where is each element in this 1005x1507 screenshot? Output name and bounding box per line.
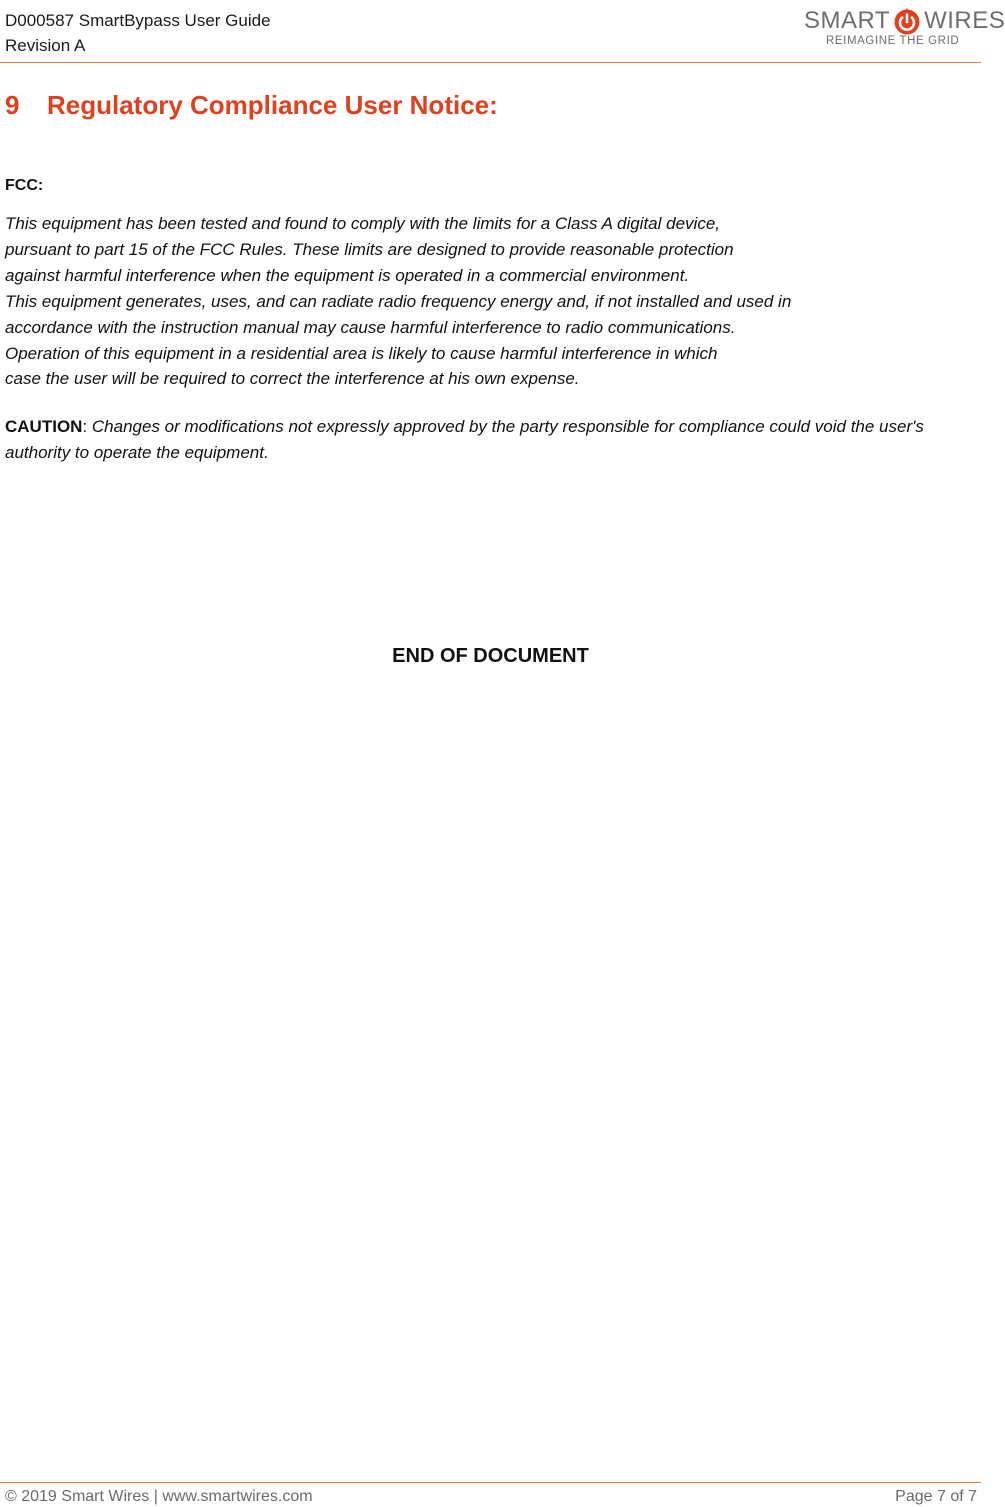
caution-separator: : xyxy=(82,417,92,436)
page-number: Page 7 of 7 xyxy=(895,1488,977,1505)
document-revision: Revision A xyxy=(5,36,86,55)
section-title: Regulatory Compliance User Notice: xyxy=(47,90,498,120)
fcc-statement-line: This equipment generates, uses, and can radiate radio frequency energy and, if not installed and used in xyxy=(5,291,792,311)
logo-word-smart: SMART xyxy=(804,7,891,34)
document-id: D000587 SmartBypass User Guide xyxy=(5,11,271,30)
smart-wires-logo xyxy=(800,2,1005,54)
fcc-label: FCC: xyxy=(5,177,44,194)
section-heading xyxy=(5,88,498,122)
page-footer xyxy=(0,1482,981,1507)
logo-wordmark xyxy=(804,6,1005,36)
logo-tagline: REIMAGINE THE GRID xyxy=(826,35,960,47)
end-of-document: END OF DOCUMENT xyxy=(392,645,589,667)
fcc-statement xyxy=(5,211,975,392)
fcc-statement-line: case the user will be required to correct the interference at his own expense. xyxy=(5,369,580,389)
power-icon xyxy=(892,6,922,36)
caution-label: CAUTION xyxy=(5,417,83,436)
caution-notice xyxy=(5,414,975,466)
logo-word-wires: WIRES xyxy=(924,7,1005,34)
fcc-statement-line: Operation of this equipment in a residential area is likely to cause harmful interference in which xyxy=(5,343,718,363)
fcc-statement-line: This equipment has been tested and found to comply with the limits for a Class A digital device, xyxy=(5,214,721,233)
fcc-statement-line: pursuant to part 15 of the FCC Rules. These limits are designed to provide reasonable protection xyxy=(5,239,734,259)
fcc-statement-line: accordance with the instruction manual may cause harmful interference to radio communications. xyxy=(5,317,736,337)
footer-copyright: © 2019 Smart Wires | www.smartwires.com xyxy=(5,1488,313,1505)
page-header xyxy=(0,0,1005,63)
caution-text: Changes or modifications not expressly approved by the party responsible for compliance could void the user's authority to operate the equipment. xyxy=(5,417,924,462)
section-number: 9 xyxy=(5,90,20,120)
fcc-statement-line: against harmful interference when the equipment is operated in a commercial environment. xyxy=(5,265,690,285)
